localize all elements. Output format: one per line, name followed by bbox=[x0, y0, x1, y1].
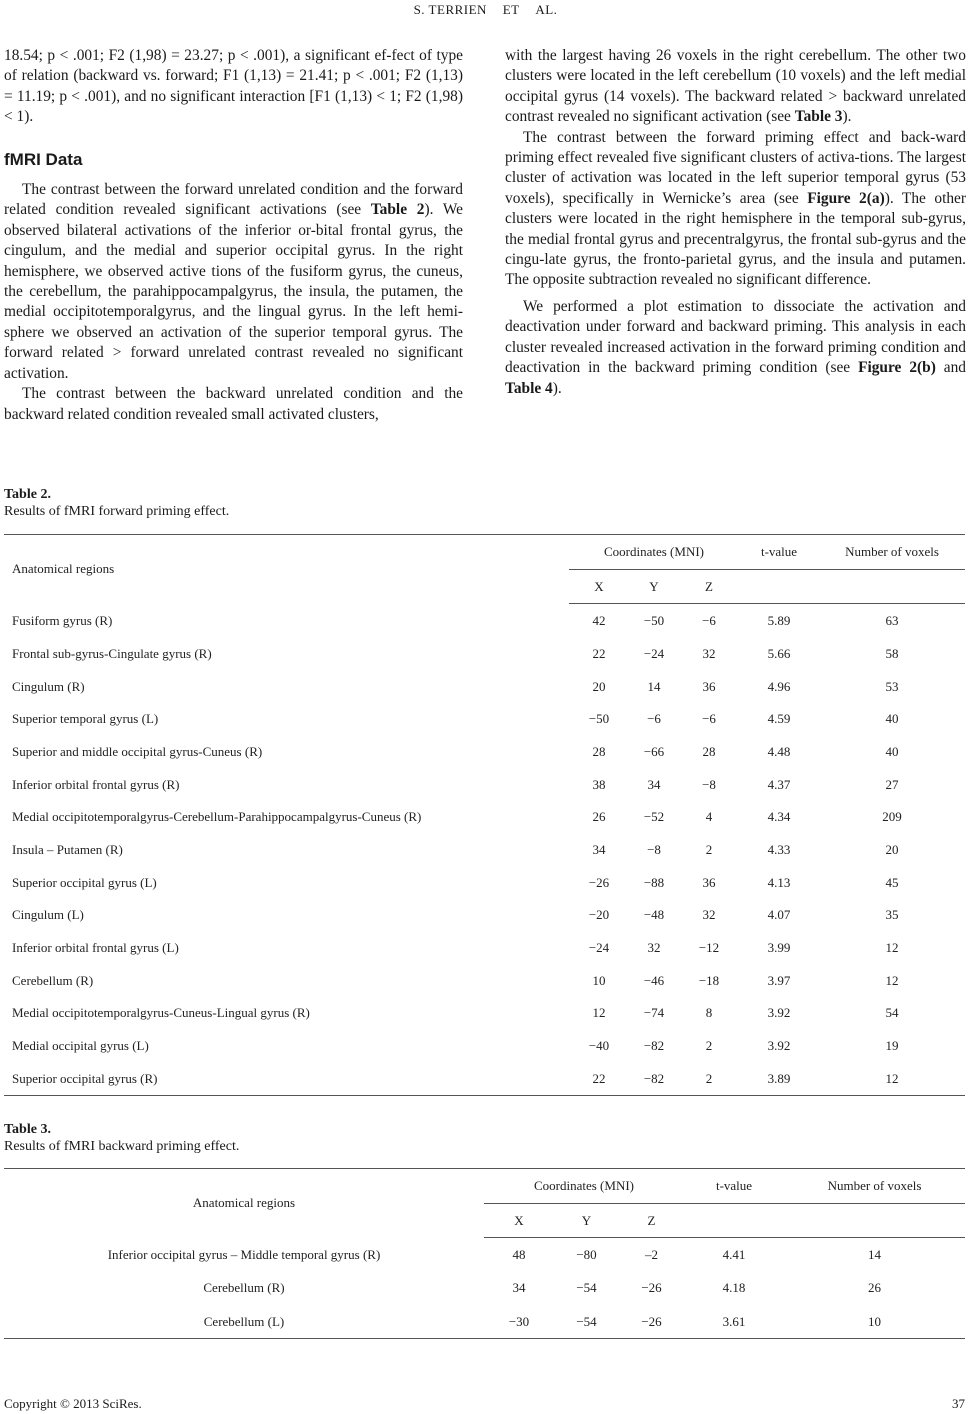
text-span: We performed a plot estimation to dissociate the activation and deactivation under forward and backward priming. This analysis in each cluster revealed increased activation in the forward priming condition and deactivation in the backward priming condition (see bbox=[505, 297, 966, 377]
right-paragraph-3 bbox=[505, 297, 966, 399]
col-header-empty bbox=[819, 570, 965, 604]
cell-y: −54 bbox=[576, 1313, 597, 1329]
cell-z: −12 bbox=[698, 940, 720, 956]
cell-tvalue: 3.61 bbox=[722, 1313, 746, 1329]
cell-y: −50 bbox=[643, 612, 665, 628]
cell-x: 22 bbox=[592, 1070, 606, 1086]
cell-y: −66 bbox=[643, 743, 665, 759]
right-paragraph-2 bbox=[505, 128, 966, 291]
text-span: and bbox=[935, 359, 966, 377]
cell-tvalue: 4.48 bbox=[767, 743, 791, 759]
figure-2b-reference[interactable]: Figure 2(b) bbox=[858, 359, 936, 377]
cell-z: −18 bbox=[698, 972, 720, 988]
table-row bbox=[4, 801, 965, 834]
cell-voxels: 14 bbox=[868, 1246, 881, 1262]
cell-x: 34 bbox=[592, 841, 606, 857]
cell-tvalue: 4.34 bbox=[767, 809, 791, 825]
table-row bbox=[4, 768, 965, 801]
table-2-title: Results of fMRI forward priming effect. bbox=[4, 504, 230, 519]
left-paragraph-3: The contrast between the backward unrelated condition and the backward related condition revealed small activated clusters, bbox=[4, 385, 463, 423]
cell-z: 2 bbox=[705, 1070, 713, 1086]
cell-z: 36 bbox=[702, 874, 716, 890]
cell-x: −30 bbox=[508, 1313, 530, 1329]
cell-x: 20 bbox=[592, 678, 606, 694]
table-row bbox=[4, 1305, 965, 1339]
cell-region: Fusiform gyrus (R) bbox=[12, 612, 113, 628]
cell-y: −54 bbox=[576, 1280, 597, 1296]
col-header-x: X bbox=[484, 1204, 554, 1238]
running-header bbox=[0, 2, 971, 18]
cell-region: Medial occipital gyrus (L) bbox=[12, 1038, 149, 1054]
header-author: S. TERRIEN bbox=[413, 2, 487, 17]
cell-voxels: 53 bbox=[885, 678, 899, 694]
cell-region: Insula – Putamen (R) bbox=[12, 841, 123, 857]
cell-y: −88 bbox=[643, 874, 665, 890]
col-header-x: X bbox=[569, 570, 629, 604]
cell-region: Superior temporal gyrus (L) bbox=[12, 711, 159, 727]
col-header-coords: Coordinates (MNI) bbox=[484, 1169, 684, 1204]
cell-y: 32 bbox=[647, 940, 661, 956]
cell-tvalue: 5.66 bbox=[767, 645, 791, 661]
left-column bbox=[4, 46, 463, 425]
cell-z: 4 bbox=[705, 809, 713, 825]
cell-y: −52 bbox=[643, 809, 665, 825]
cell-tvalue: 4.37 bbox=[767, 776, 791, 792]
table-3-label: Table 3. bbox=[4, 1122, 51, 1137]
cell-voxels: 45 bbox=[885, 874, 899, 890]
cell-x: 22 bbox=[592, 645, 606, 661]
footer-copyright: Copyright © 2013 SciRes. bbox=[4, 1396, 142, 1411]
section-heading: fMRI Data bbox=[4, 149, 83, 169]
text-span: with the largest having 26 voxels in the right cerebellum. The other two clusters were located in the left cerebellum (10 voxels) and the left medial occipital gyrus (14 voxels). The backward related > backward unrelated contrast revealed no significant activation (see bbox=[505, 47, 966, 126]
col-header-z: Z bbox=[619, 1204, 684, 1238]
cell-x: 26 bbox=[592, 809, 606, 825]
col-header-voxels: Number of voxels bbox=[784, 1169, 965, 1204]
cell-y: −8 bbox=[647, 841, 661, 857]
cell-x: −50 bbox=[588, 711, 610, 727]
text-span: ). bbox=[552, 379, 562, 397]
cell-y: 14 bbox=[647, 678, 661, 694]
right-column bbox=[505, 46, 966, 399]
cell-x: 34 bbox=[512, 1280, 526, 1296]
col-header-empty bbox=[684, 1204, 784, 1238]
table-row bbox=[4, 932, 965, 965]
cell-region: Cingulum (L) bbox=[12, 907, 84, 923]
header-etal: ET bbox=[502, 2, 520, 17]
cell-voxels: 209 bbox=[882, 809, 902, 825]
right-paragraph-1 bbox=[505, 46, 966, 128]
cell-region: Medial occipitotemporalgyrus-Cerebellum-Parahippocampalgyrus-Cuneus (R) bbox=[12, 809, 422, 825]
cell-tvalue: 3.92 bbox=[767, 1005, 791, 1021]
left-paragraph-1: 18.54; p < .001; F2 (1,98) = 23.27; p < .001), a significant ef-fect of type of relation (backward vs. forward; F1 (1,13) = 21.41; p < .001; F2 (1,13) = 11.19; p < .001), and no significant interaction [F1 (1,13) < 1; F2 (1,98) < 1). bbox=[4, 47, 463, 126]
cell-tvalue: 4.07 bbox=[767, 907, 791, 923]
col-header-tvalue: t-value bbox=[684, 1169, 784, 1204]
left-paragraph-2 bbox=[4, 180, 463, 384]
cell-y: −46 bbox=[643, 972, 665, 988]
text-span: ). The other clusters were located in the right hemisphere in the temporal sub-gyrus, the medial frontal gyrus and precentralgyrus, the frontal sub-gyrus and the cingu-late gyrus, the fronto-parietal gyrus, and the insula and putamen. The opposite subtraction revealed no significant difference. bbox=[505, 189, 967, 289]
cell-x: −24 bbox=[588, 940, 610, 956]
text-span: The contrast between the forward priming effect and back-ward priming effect revealed five significant clusters of activa-tions. The largest cluster of activation was located in the left superior temporal gyrus (53 voxels), specifically in Wernicke’s area (see bbox=[505, 128, 966, 207]
col-header-empty bbox=[739, 570, 819, 604]
cell-region: Inferior orbital frontal gyrus (R) bbox=[12, 776, 180, 792]
cell-voxels: 40 bbox=[885, 743, 899, 759]
cell-tvalue: 3.97 bbox=[767, 972, 791, 988]
cell-voxels: 10 bbox=[868, 1313, 881, 1329]
table-row bbox=[4, 1272, 965, 1306]
cell-voxels: 40 bbox=[885, 711, 899, 727]
cell-tvalue: 3.99 bbox=[767, 940, 791, 956]
table-2-label: Table 2. bbox=[4, 487, 51, 502]
cell-y: −24 bbox=[643, 645, 665, 661]
cell-tvalue: 4.41 bbox=[722, 1246, 746, 1262]
table-3 bbox=[4, 1168, 965, 1339]
cell-x: −40 bbox=[588, 1038, 610, 1054]
cell-tvalue: 4.13 bbox=[767, 874, 791, 890]
cell-x: 28 bbox=[592, 743, 606, 759]
cell-region: Cerebellum (L) bbox=[203, 1313, 285, 1329]
cell-tvalue: 4.33 bbox=[767, 841, 791, 857]
cell-voxels: 63 bbox=[885, 612, 899, 628]
cell-y: 34 bbox=[647, 776, 661, 792]
cell-region: Cingulum (R) bbox=[12, 678, 85, 694]
cell-z: –2 bbox=[645, 1246, 658, 1262]
col-header-y: Y bbox=[629, 570, 679, 604]
cell-z: −26 bbox=[641, 1280, 662, 1296]
cell-x: 42 bbox=[592, 612, 606, 628]
table-row bbox=[4, 1238, 965, 1272]
col-header-y: Y bbox=[554, 1204, 619, 1238]
cell-z: 2 bbox=[705, 841, 713, 857]
cell-tvalue: 4.59 bbox=[767, 711, 791, 727]
table-row bbox=[4, 703, 965, 736]
table-row bbox=[4, 997, 965, 1030]
table-3-caption bbox=[4, 1121, 239, 1155]
cell-z: 32 bbox=[702, 907, 716, 923]
cell-y: −82 bbox=[643, 1070, 665, 1086]
cell-z: 28 bbox=[702, 743, 716, 759]
col-header-voxels: Number of voxels bbox=[819, 535, 965, 570]
cell-y: −74 bbox=[643, 1005, 665, 1021]
cell-region: Cerebellum (R) bbox=[203, 1280, 285, 1296]
cell-y: −80 bbox=[576, 1246, 597, 1262]
cell-region: Superior occipital gyrus (R) bbox=[12, 1070, 158, 1086]
cell-x: 48 bbox=[512, 1246, 526, 1262]
text-span: The contrast between the forward unrelated condition and the forward related condition revealed significant activations (see bbox=[4, 181, 463, 219]
cell-tvalue: 5.89 bbox=[767, 612, 791, 628]
col-header-region: Anatomical regions bbox=[192, 1195, 296, 1211]
cell-region: Medial occipitotemporalgyrus-Cuneus-Lingual gyrus (R) bbox=[12, 1005, 310, 1021]
cell-voxels: 35 bbox=[885, 907, 899, 923]
cell-voxels: 12 bbox=[885, 940, 899, 956]
cell-y: −48 bbox=[643, 907, 665, 923]
cell-voxels: 19 bbox=[885, 1038, 899, 1054]
cell-region: Inferior orbital frontal gyrus (L) bbox=[12, 940, 179, 956]
cell-region: Inferior occipital gyrus – Middle temporal gyrus (R) bbox=[107, 1246, 381, 1262]
table-3-title: Results of fMRI backward priming effect. bbox=[4, 1139, 240, 1154]
cell-region: Superior and middle occipital gyrus-Cuneus (R) bbox=[12, 743, 263, 759]
cell-voxels: 12 bbox=[885, 972, 899, 988]
col-header-tvalue: t-value bbox=[739, 535, 819, 570]
cell-z: −26 bbox=[641, 1313, 662, 1329]
cell-voxels: 20 bbox=[885, 841, 899, 857]
table-row bbox=[4, 1030, 965, 1063]
cell-z: 2 bbox=[705, 1038, 713, 1054]
cell-voxels: 54 bbox=[885, 1005, 899, 1021]
table-2 bbox=[4, 534, 965, 1096]
cell-z: −6 bbox=[702, 711, 716, 727]
cell-y: −82 bbox=[643, 1038, 665, 1054]
table-row bbox=[4, 736, 965, 769]
cell-x: 12 bbox=[592, 1005, 606, 1021]
cell-y: −6 bbox=[647, 711, 661, 727]
cell-region: Frontal sub-gyrus-Cingulate gyrus (R) bbox=[12, 645, 212, 661]
col-header-empty bbox=[784, 1204, 965, 1238]
cell-region: Cerebellum (R) bbox=[12, 972, 94, 988]
table-row bbox=[4, 899, 965, 932]
cell-tvalue: 3.92 bbox=[767, 1038, 791, 1054]
table-row bbox=[4, 670, 965, 703]
col-header-coords: Coordinates (MNI) bbox=[569, 535, 739, 570]
cell-z: 36 bbox=[702, 678, 716, 694]
text-span: ). bbox=[842, 108, 852, 126]
cell-x: −26 bbox=[588, 874, 610, 890]
col-header-z: Z bbox=[679, 570, 739, 604]
cell-voxels: 12 bbox=[885, 1070, 899, 1086]
cell-tvalue: 3.89 bbox=[767, 1070, 791, 1086]
cell-tvalue: 4.18 bbox=[722, 1280, 746, 1296]
table-row bbox=[4, 964, 965, 997]
cell-region: Superior occipital gyrus (L) bbox=[12, 874, 157, 890]
cell-x: 38 bbox=[592, 776, 606, 792]
cell-z: −8 bbox=[702, 776, 716, 792]
cell-voxels: 58 bbox=[885, 645, 899, 661]
table-4-reference[interactable]: Table 4 bbox=[505, 379, 553, 397]
page-number: 37 bbox=[952, 1396, 965, 1411]
figure-2a-reference[interactable]: Figure 2(a) bbox=[807, 189, 885, 207]
cell-z: 32 bbox=[702, 645, 716, 661]
cell-x: −20 bbox=[588, 907, 610, 923]
cell-z: 8 bbox=[705, 1005, 713, 1021]
table-3-reference[interactable]: Table 3 bbox=[794, 108, 843, 126]
table-row bbox=[4, 834, 965, 867]
cell-voxels: 27 bbox=[885, 776, 899, 792]
table-row bbox=[4, 604, 965, 638]
cell-voxels: 26 bbox=[868, 1280, 881, 1296]
cell-z: −6 bbox=[702, 612, 716, 628]
table-row bbox=[4, 1062, 965, 1095]
header-al: AL. bbox=[535, 2, 558, 17]
table-2-reference[interactable]: Table 2 bbox=[370, 201, 425, 219]
table-row bbox=[4, 866, 965, 899]
cell-tvalue: 4.96 bbox=[767, 678, 791, 694]
table-row bbox=[4, 638, 965, 671]
text-span: ). We observed bilateral activations of the inferior or-bital frontal gyrus, the cingulum, and the medial and superior occipital gyrus. In the right hemisphere, we observed active tions of the fusiform gyrus, the cuneus, the cerebellum, the parahippocampalgyrus, the insula, the putamen, the medial occipitotemporalgyrus, and the lingual gyrus. In the left hemi-sphere we observed an activation of the superior temporal gyrus. The forward related > forward unrelated contrast revealed no significant activation. bbox=[4, 201, 463, 382]
table-2-caption bbox=[4, 486, 229, 520]
col-header-region: Anatomical regions bbox=[12, 561, 115, 577]
cell-x: 10 bbox=[592, 972, 606, 988]
